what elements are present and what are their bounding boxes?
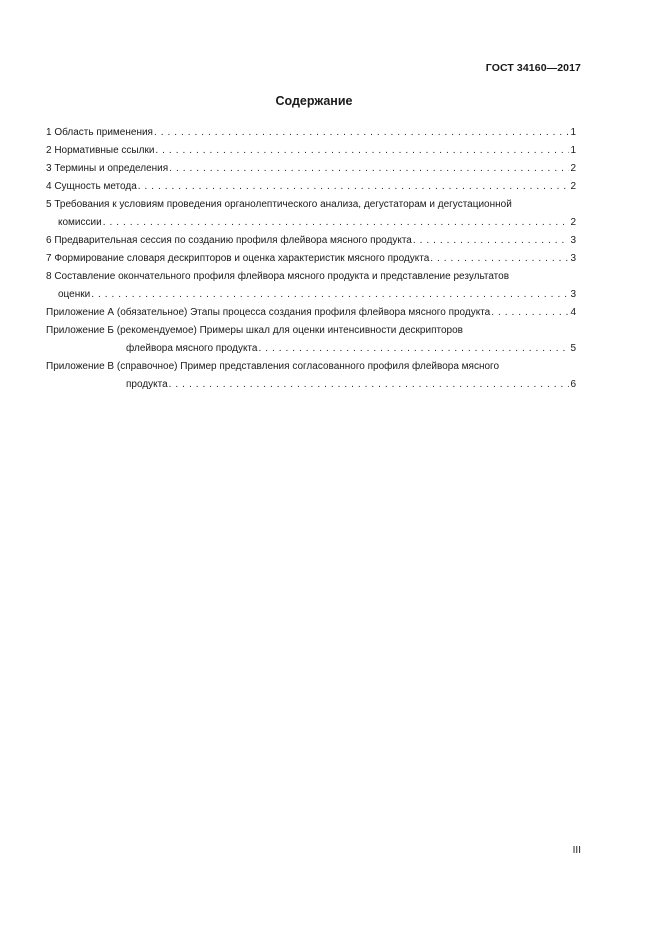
- toc-leader-dots: [169, 160, 569, 178]
- toc-page-number: 4: [570, 307, 576, 318]
- toc-entry-title-continued: комиссии: [58, 217, 102, 228]
- toc-page-number: 1: [570, 145, 576, 156]
- toc-entry-title: 1 Область применения: [46, 127, 153, 138]
- toc-leader-dots: [103, 214, 570, 232]
- toc-page-number: 3: [570, 253, 576, 264]
- toc-entry-title: 4 Сущность метода: [46, 181, 137, 192]
- toc-entry[interactable]: [46, 160, 576, 178]
- toc-entry[interactable]: [46, 142, 576, 160]
- toc-leader-dots: [91, 286, 569, 304]
- page-folio: III: [572, 845, 581, 856]
- toc-leader-dots: [154, 124, 569, 142]
- document-code: ГОСТ 34160—2017: [485, 62, 581, 74]
- toc-entry-title-continued: флейвора мясного продукта: [126, 343, 258, 354]
- toc-page-number: 1: [570, 127, 576, 138]
- toc-entry[interactable]: [46, 196, 576, 232]
- toc-entry-title: 5 Требования к условиям проведения органолептического анализа, дегустаторам и дегустационной: [46, 199, 512, 210]
- toc-entry[interactable]: [46, 250, 576, 268]
- toc-entry-appendix[interactable]: [46, 358, 576, 394]
- toc-page-number: 2: [570, 181, 576, 192]
- toc-entry[interactable]: [46, 232, 576, 250]
- toc-entry-title: Приложение Б (рекомендуемое) Примеры шкал для оценки интенсивности дескрипторов: [46, 325, 463, 336]
- toc-entry-title: 6 Предварительная сессия по созданию профиля флейвора мясного продукта: [46, 235, 412, 246]
- toc-leader-dots: [138, 178, 570, 196]
- toc-leader-dots: [430, 250, 569, 268]
- toc-entry-title: 2 Нормативные ссылки: [46, 145, 155, 156]
- toc-entry[interactable]: [46, 178, 576, 196]
- toc-page-number: 3: [570, 289, 576, 300]
- toc-entry[interactable]: [46, 268, 576, 304]
- toc-leader-dots: [169, 376, 570, 394]
- toc-entry-title: 3 Термины и определения: [46, 163, 169, 174]
- toc-entry-title: Приложение А (обязательное) Этапы процесса создания профиля флейвора мясного продукта: [46, 307, 491, 318]
- toc-entry-title-continued: продукта: [126, 379, 168, 390]
- toc-entry-title: 8 Составление окончательного профиля флейвора мясного продукта и представление результатов: [46, 271, 510, 282]
- toc-leader-dots: [491, 304, 569, 322]
- toc-leader-dots: [258, 340, 569, 358]
- toc-entry-title-continued: оценки: [58, 289, 91, 300]
- toc-entry-appendix[interactable]: [46, 322, 576, 358]
- toc-entry-appendix[interactable]: [46, 304, 576, 322]
- toc-entry-title: Приложение В (справочное) Пример представления согласованного профиля флейвора мясного: [46, 361, 500, 372]
- table-of-contents: [46, 124, 576, 394]
- toc-leader-dots: [413, 232, 570, 250]
- toc-page-number: 5: [570, 343, 576, 354]
- toc-page-number: 6: [570, 379, 576, 390]
- toc-title: Содержание: [275, 94, 353, 108]
- toc-page-number: 2: [570, 217, 576, 228]
- toc-page-number: 2: [570, 163, 576, 174]
- toc-entry[interactable]: [46, 124, 576, 142]
- toc-entry-title: 7 Формирование словаря дескрипторов и оценка характеристик мясного продукта: [46, 253, 430, 264]
- toc-page-number: 3: [570, 235, 576, 246]
- toc-leader-dots: [155, 142, 569, 160]
